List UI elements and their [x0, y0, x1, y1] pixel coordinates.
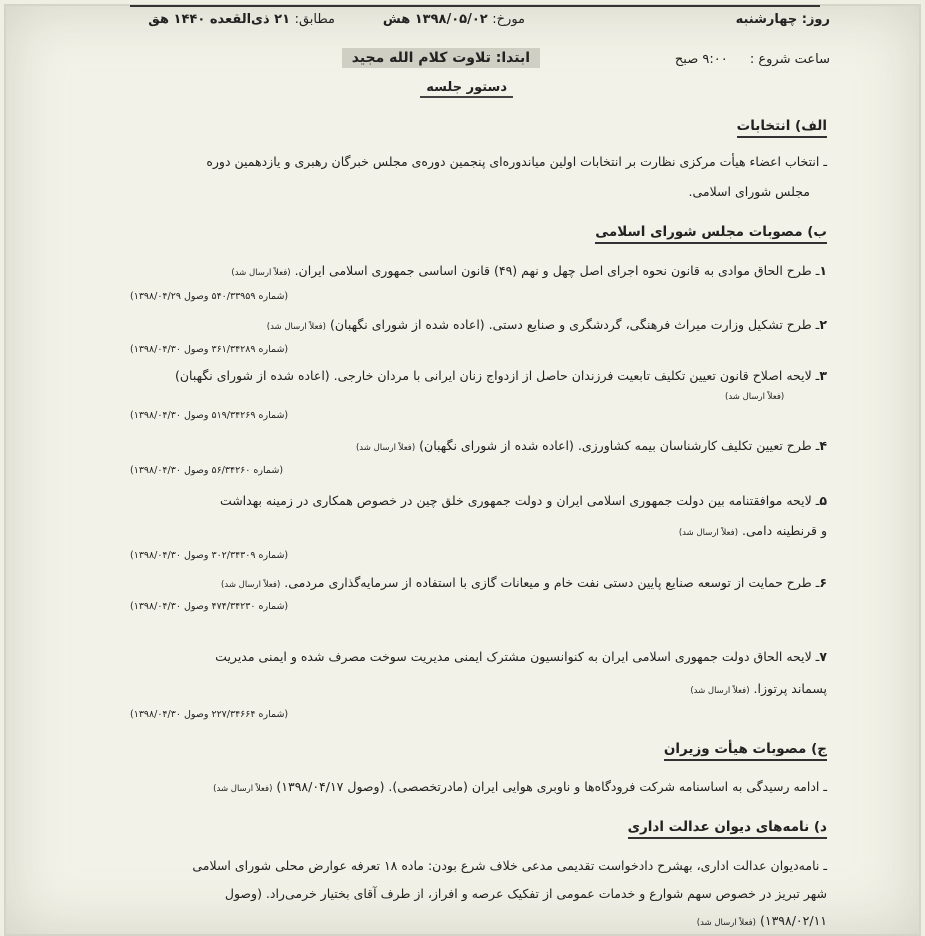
b-item-4-num: ۴	[819, 438, 827, 453]
b-item-7-text: ـ لایحه الحاق دولت جمهوری اسلامی ایران به کنوانسیون مشترک ایمنی مدیریت سوخت مصرف شده و ایمنی مدیریت	[215, 649, 820, 664]
start-label: ساعت شروع :	[749, 52, 830, 67]
b-item-5-line2	[679, 522, 827, 542]
b-item-7-text2: پسماند پرتوزا.	[753, 681, 827, 696]
date-label: مورخ:	[492, 12, 525, 27]
start-value: ۹:۰۰ صبح	[674, 52, 728, 67]
b-item-1-tag: (فعلاً ارسال شد)	[231, 268, 291, 278]
section-c-title: ج) مصوبات هیأت وزیران	[664, 741, 827, 761]
section-d-line2: شهر تبریز در خصوص سهم شوارع و خدمات عمومی از تفکیک عرصه و افراز، از طرف آقای بختیار خرمی‌راد. (وصول	[224, 886, 827, 901]
b-item-7	[215, 648, 827, 666]
agenda-title: دستور جلسه	[420, 80, 513, 98]
date-value: ۱۳۹۸/۰۵/۰۲ هش	[382, 12, 488, 27]
b-item-1	[231, 262, 827, 282]
date-field	[383, 12, 525, 27]
section-a-line1: ـ انتخاب اعضاء هیأت مرکزی نظارت بر انتخابات اولین میاندوره‌ای پنجمین دوره‌ی مجلس خبرگان رهبری و یازدهمین دوره	[206, 154, 827, 169]
b-item-4-ref: (شماره ۵۶/۳۴۲۶۰ وصول ۱۳۹۸/۰۴/۳۰)	[130, 465, 284, 476]
section-b-title: ب) مصوبات مجلس شورای اسلامی	[595, 224, 827, 244]
section-d-line1: ـ نامه‌دیوان عدالت اداری، بهشرح دادخواست تقدیمی مدعی خلاف شرع بودن: ماده ۱۸ تعرفه عوارض محلی شورای اسلامی	[192, 858, 827, 873]
section-a-title: الف) انتخابات	[737, 118, 827, 138]
match-field	[148, 12, 335, 27]
b-item-6-ref: (شماره ۴۷۴/۳۴۲۳۰ وصول ۱۳۹۸/۰۴/۳۰)	[130, 601, 289, 612]
b-item-3	[175, 367, 827, 385]
section-d-title: د) نامه‌های دیوان عدالت اداری	[628, 819, 827, 839]
section-d-line3: ۱۳۹۸/۰۲/۱۱)	[759, 913, 827, 928]
b-item-5-num: ۵	[819, 493, 827, 508]
b-item-5	[220, 492, 827, 510]
b-item-2-num: ۲	[819, 317, 827, 332]
match-label: مطابق:	[294, 12, 335, 27]
section-a-line2: مجلس شورای اسلامی.	[688, 184, 810, 199]
b-item-6	[221, 574, 827, 594]
day-value: چهارشنبه	[735, 12, 798, 27]
b-item-5-tag: (فعلاً ارسال شد)	[678, 528, 739, 538]
b-item-7-tag: (فعلاً ارسال شد)	[690, 686, 750, 696]
b-item-6-text: ـ طرح حمایت از توسعه صنایع پایین دستی نفت خام و میعانات گازی با استفاده از سرمایه‌گذاری مردمی.	[284, 575, 820, 590]
b-item-2-ref: (شماره ۳۶۱/۳۴۲۸۹ وصول ۱۳۹۸/۰۴/۳۰)	[130, 344, 289, 355]
day-label: روز:	[801, 12, 830, 27]
b-item-2-tag: (فعلاً ارسال شد)	[266, 322, 326, 332]
b-item-6-tag: (فعلاً ارسال شد)	[221, 580, 281, 590]
day-field	[736, 12, 830, 27]
b-item-7-line2	[690, 680, 827, 700]
b-item-5-text2: و قرنطینه دامی.	[742, 523, 827, 538]
b-item-1-num: ۱	[819, 263, 827, 278]
section-d-line3-row	[697, 912, 827, 932]
section-d-tag: (فعلاً ارسال شد)	[696, 918, 756, 928]
section-c-item	[213, 778, 827, 798]
b-item-7-num: ۷	[819, 649, 827, 664]
b-item-3-text: ـ لایحه اصلاح قانون تعیین تکلیف تابعیت فرزندان حاصل از ازدواج زنان ایرانی با مردان خارجی. (اعاده شده از شورای نگهبان)	[174, 368, 820, 383]
b-item-5-ref: (شماره ۳۰۲/۳۴۳۰۹ وصول ۱۳۹۸/۰۴/۳۰)	[130, 550, 289, 561]
b-item-4	[356, 437, 827, 457]
b-item-1-text: ـ طرح الحاق موادی به قانون نحوه اجرای اصل چهل و نهم (۴۹) قانون اساسی جمهوری اسلامی ایران.	[294, 263, 820, 278]
b-item-5-text: ـ لایحه موافقتنامه بین دولت جمهوری اسلامی ایران و دولت جمهوری خلق چین در خصوص همکاری در زمینه بهداشت	[219, 493, 820, 508]
match-value: ۲۱ ذی‌القعده ۱۴۴۰ هق	[148, 12, 291, 27]
b-item-2	[267, 316, 827, 336]
opening-title: ابتدا: تلاوت کلام الله مجید	[342, 48, 540, 68]
b-item-4-text: ـ طرح تعیین تکلیف کارشناسان بیمه کشاورزی. (اعاده شده از شورای نگهبان)	[419, 438, 820, 453]
b-item-7-ref: (شماره ۲۲۷/۳۴۶۶۴ وصول ۱۳۹۸/۰۴/۳۰)	[130, 709, 289, 720]
b-item-1-ref: (شماره ۵۴۰/۳۳۹۵۹ وصول ۱۳۹۸/۰۴/۲۹)	[130, 291, 289, 302]
b-item-3-num: ۳	[819, 368, 827, 383]
b-item-6-num: ۶	[819, 575, 827, 590]
start-field	[675, 52, 830, 67]
b-item-3-tag: (فعلاً ارسال شد)	[725, 392, 785, 402]
b-item-2-text: ـ طرح تشکیل وزارت میراث فرهنگی، گردشگری و صنایع دستی. (اعاده شده از شورای نگهبان)	[329, 317, 820, 332]
b-item-4-tag: (فعلاً ارسال شد)	[355, 443, 416, 453]
b-item-3-ref: (شماره ۵۱۹/۳۴۲۶۹ وصول ۱۳۹۸/۰۴/۳۰)	[130, 410, 289, 421]
section-c-tag: (فعلاً ارسال شد)	[213, 784, 273, 794]
top-rule	[130, 5, 820, 7]
section-c-text: ـ ادامه رسیدگی به اساسنامه شرکت فرودگاه‌ها و ناوبری هوایی ایران (مادرتخصصی). (وصول ۱۳۹۸/۰۴/۱۷)	[276, 779, 827, 794]
